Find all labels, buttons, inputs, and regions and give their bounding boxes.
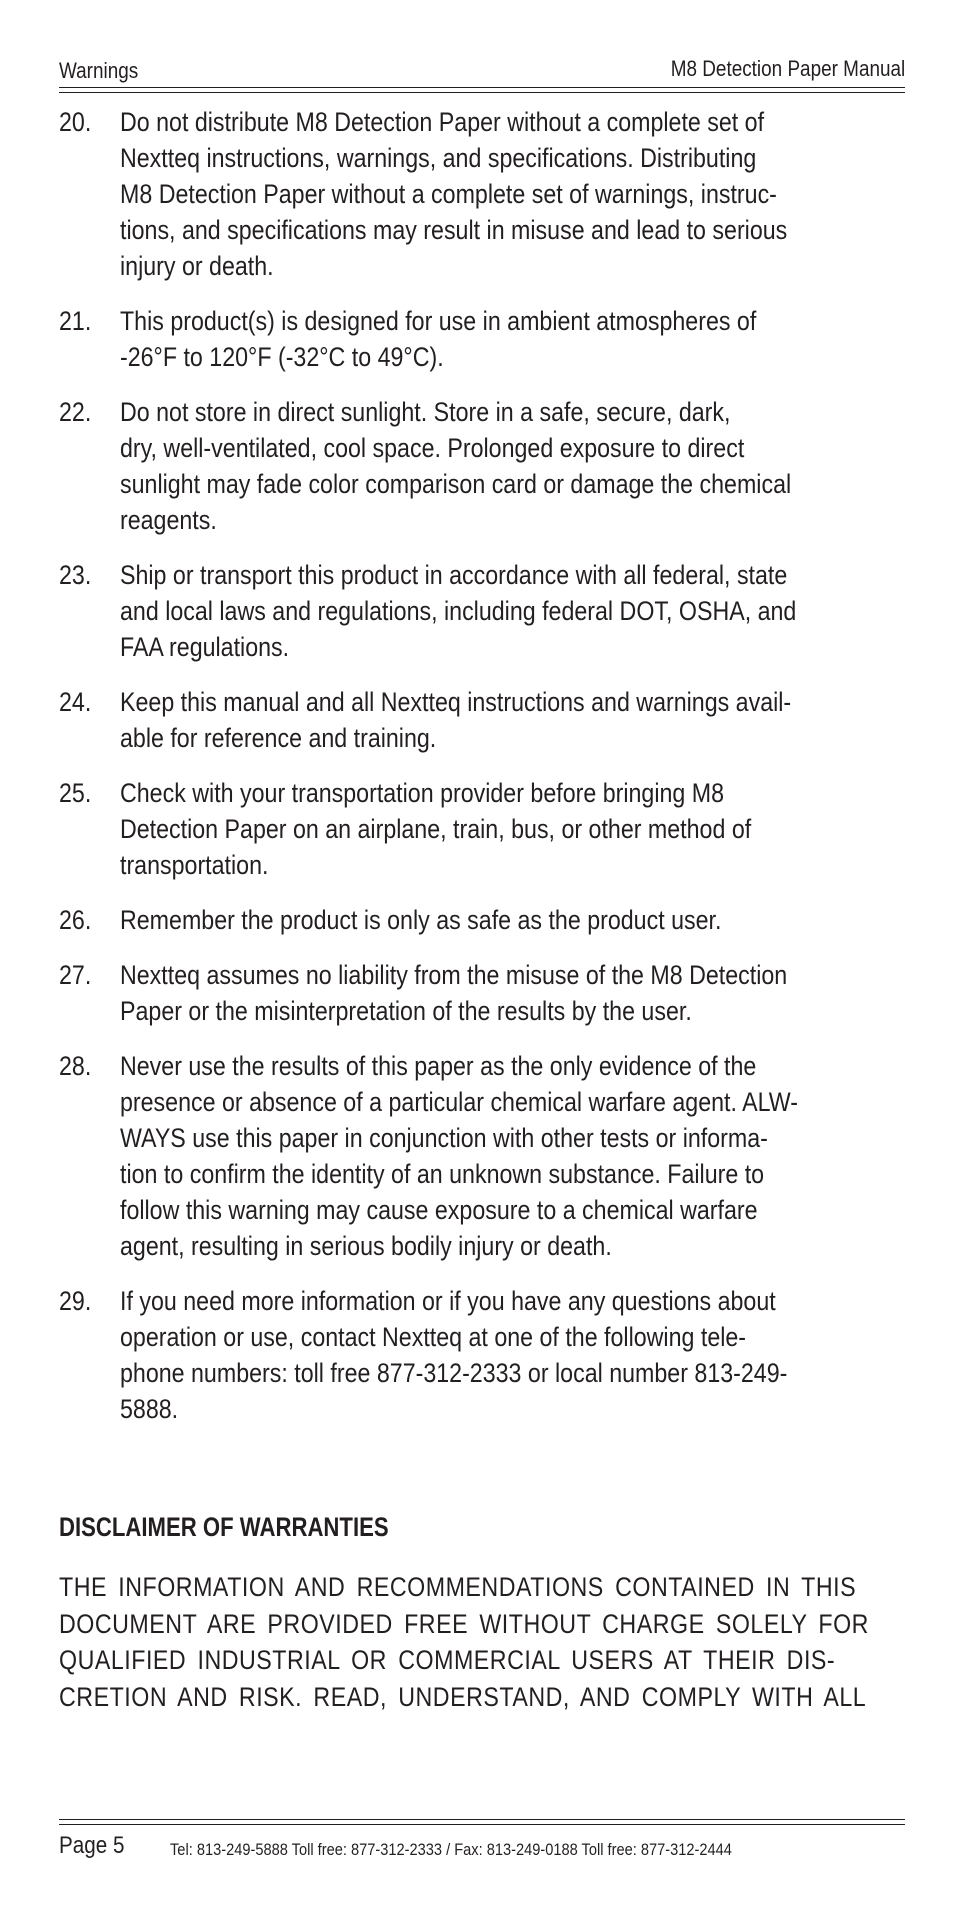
disclaimer-heading: DISCLAIMER OF WARRANTIES [59, 1512, 389, 1542]
item-text-line: This product(s) is designed for use in ambient atmospheres of [120, 306, 757, 336]
item-text-line: phone numbers: toll free 877-312-2333 or local number 813-249- [120, 1358, 788, 1388]
warning-item-20 [59, 104, 905, 284]
warning-item-27 [59, 957, 905, 1029]
item-number: 26. [59, 905, 92, 935]
item-text-line: dry, well-ventilated, cool space. Prolonged exposure to direct [120, 433, 745, 463]
item-text-line: reagents. [120, 505, 217, 535]
item-text-line: and local laws and regulations, including federal DOT, OSHA, and [120, 596, 797, 626]
item-text-line: injury or death. [120, 251, 274, 281]
item-number: 25. [59, 778, 92, 808]
item-text-line: agent, resulting in serious bodily injury or death. [120, 1231, 612, 1261]
item-text-line: Do not distribute M8 Detection Paper without a complete set of [120, 107, 765, 137]
disclaimer-line: CRETION AND RISK. READ, UNDERSTAND, AND COMPLY WITH ALL [59, 1681, 867, 1712]
item-text-line: Detection Paper on an airplane, train, bus, or other method of [120, 814, 752, 844]
item-text-line: Remember the product is only as safe as the product user. [120, 905, 722, 935]
item-number: 28. [59, 1051, 92, 1081]
item-text-line: If you need more information or if you have any questions about [120, 1286, 776, 1316]
item-text-line: Do not store in direct sunlight. Store in a safe, secure, dark, [120, 397, 731, 427]
item-number: 22. [59, 397, 92, 427]
section-title: Warnings [59, 58, 139, 83]
item-text-line: Check with your transportation provider before bringing M8 [120, 778, 725, 808]
warning-item-22 [59, 394, 905, 538]
disclaimer-line: DOCUMENT ARE PROVIDED FREE WITHOUT CHARGE SOLELY FOR [59, 1608, 869, 1639]
warning-item-21 [59, 303, 905, 375]
item-number: 27. [59, 960, 92, 990]
item-text-line: tion to confirm the identity of an unknown substance. Failure to [120, 1159, 765, 1189]
warning-item-25 [59, 775, 905, 883]
item-text-line: able for reference and training. [120, 723, 437, 753]
item-number: 20. [59, 107, 92, 137]
item-text-line: operation or use, contact Nextteq at one of the following tele- [120, 1322, 747, 1352]
item-text-line: Keep this manual and all Nextteq instructions and warnings avail- [120, 687, 792, 717]
item-text-line: Never use the results of this paper as the only evidence of the [120, 1051, 757, 1081]
item-text-line: -26°F to 120°F (-32°C to 49°C). [120, 342, 444, 372]
item-text-line: follow this warning may cause exposure to a chemical warfare [120, 1195, 758, 1225]
disclaimer-text [59, 1569, 905, 1715]
warning-item-28 [59, 1048, 905, 1264]
item-text-line: 5888. [120, 1394, 179, 1424]
disclaimer-line: THE INFORMATION AND RECOMMENDATIONS CONTAINED IN THIS [59, 1572, 857, 1602]
disclaimer-line: QUALIFIED INDUSTRIAL OR COMMERCIAL USERS AT THEIR DIS- [59, 1645, 836, 1675]
footer-divider [59, 1819, 905, 1825]
item-number: 21. [59, 306, 92, 336]
warning-item-26 [59, 902, 905, 938]
item-text-line: Paper or the misinterpretation of the results by the user. [120, 996, 692, 1026]
page-footer [59, 1830, 905, 1870]
item-text-line: M8 Detection Paper without a complete set of warnings, instruc- [120, 179, 777, 209]
item-text-line: presence or absence of a particular chemical warfare agent. ALW- [120, 1087, 799, 1117]
item-text-line: Nextteq assumes no liability from the misuse of the M8 Detection [120, 960, 788, 990]
warning-item-24 [59, 684, 905, 756]
item-text-line: Nextteq instructions, warnings, and specifications. Distributing [120, 143, 757, 173]
header-divider [59, 87, 905, 93]
warning-item-29 [59, 1283, 905, 1427]
item-text-line: transportation. [120, 850, 269, 880]
warning-item-23 [59, 557, 905, 665]
item-text-line: FAA regulations. [120, 632, 290, 662]
warnings-list [59, 104, 905, 1446]
page-header [59, 52, 906, 88]
item-number: 24. [59, 687, 92, 717]
item-text-line: sunlight may fade color comparison card or damage the chemical [120, 469, 792, 499]
page-number: Page 5 [59, 1832, 125, 1859]
item-text-line: WAYS use this paper in conjunction with other tests or informa- [120, 1123, 768, 1153]
contact-info: Tel: 813-249-5888 Toll free: 877-312-2333 / Fax: 813-249-0188 Toll free: 877-312-2444 [170, 1840, 732, 1859]
item-number: 23. [59, 560, 92, 590]
item-text-line: tions, and specifications may result in misuse and lead to serious [120, 215, 788, 245]
item-text-line: Ship or transport this product in accordance with all federal, state [120, 560, 788, 590]
manual-title: M8 Detection Paper Manual [670, 56, 906, 81]
item-number: 29. [59, 1286, 92, 1316]
